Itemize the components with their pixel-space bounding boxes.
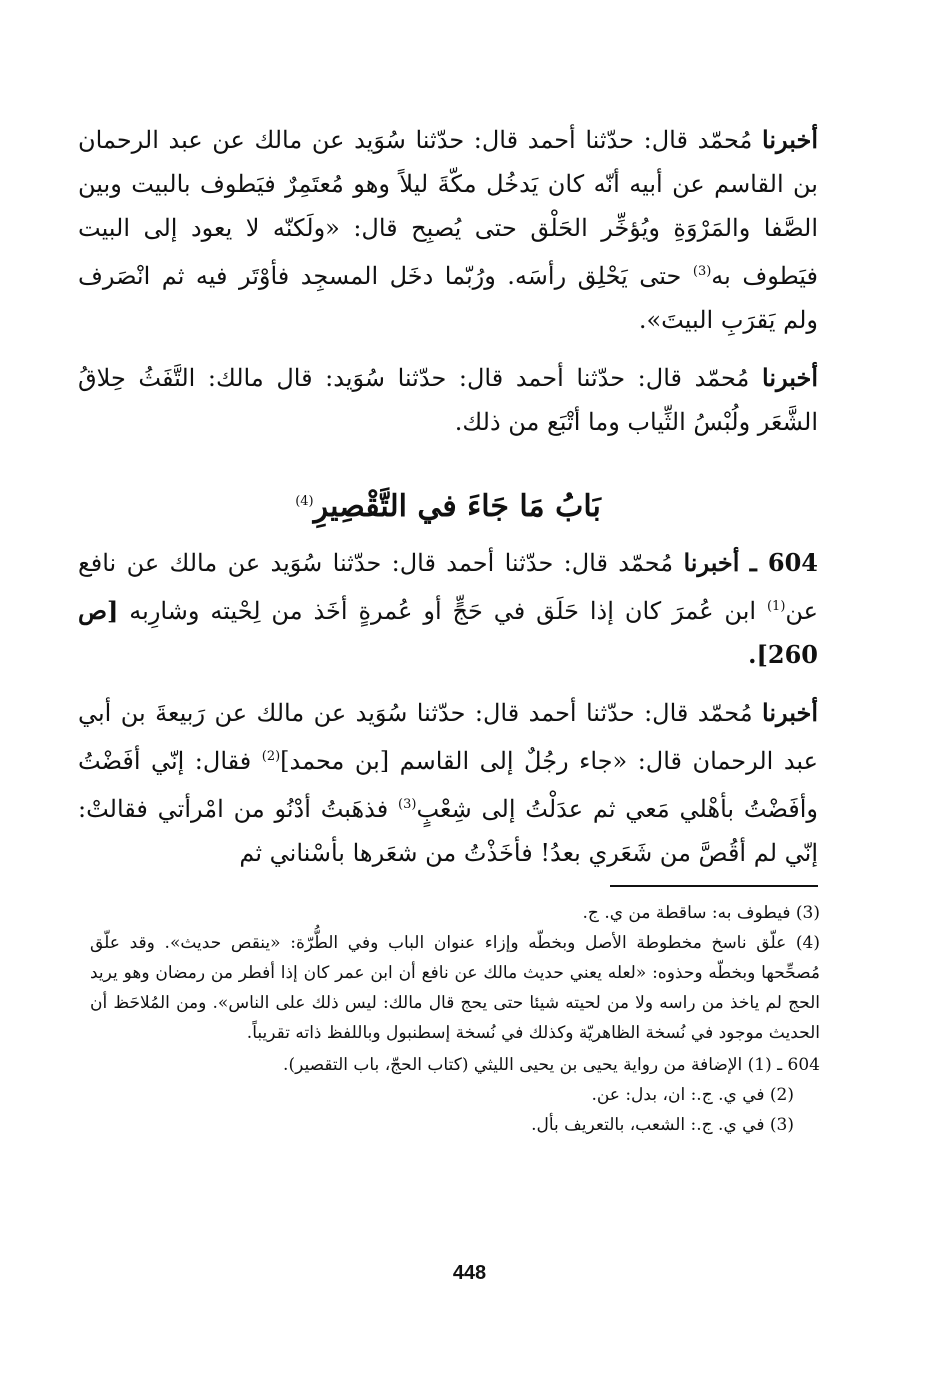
paragraph-lead: أخبرنا [762, 698, 818, 727]
footnote-key: (4) [795, 933, 820, 953]
paragraph-text: مُحمّد قال: حدّثنا أحمد قال: حدّثنا سُوَيد عن مالك عن رَبيعةَ بن أبي عبد الرحمان قال: «جاء رجُلٌ إلى القاسم [بن محمد] [78, 699, 818, 775]
footnote-item [90, 1110, 820, 1140]
hadith-number: 604 ـ [749, 548, 819, 577]
footnote-key: (3) [795, 903, 820, 923]
chapter-heading [78, 478, 818, 531]
footnote-key: 604 ـ (1) [747, 1055, 820, 1075]
paragraph-text: مُحمّد قال: حدّثنا أحمد قال: حدّثنا سُوَيد: قال مالك: التَّفَثُ حِلاقُ الشَّعَر ولُبْسُ الثِّياب وما أتْبَع من ذلك. [78, 364, 818, 436]
paragraph-text: مُحمّد قال: حدّثنا أحمد قال: حدّثنا سُوَيد عن مالك عن نافع عن [78, 549, 818, 625]
footnote-key: (3) [769, 1115, 794, 1135]
paragraph-text: مُحمّد قال: حدّثنا أحمد قال: حدّثنا سُوَيد عن مالك عن عبد الرحمان بن القاسم عن أبيه أنّه كان يَدخُل مكّةَ ليلاً وهو مُعتَمِرٌ فيَطوف بالبيت وبين الصَّفا والمَرْوَةِ ويُؤخِّر الحَلْق حتى يُصبِح قال: «ولَكنّه لا يعود إلى البيت فيَطوف به [78, 126, 819, 290]
paragraph-lead: أخبرنا [683, 548, 740, 577]
footnote-ref: (3) [692, 264, 712, 279]
footnote-text: في ي. ج.: ان، بدل: عن. [591, 1085, 765, 1105]
footnote-ref: (3) [398, 797, 417, 812]
footnote-item [90, 898, 820, 928]
paragraph-text-cont: فقال: إنّي أفَضْتُ وأفَضْتُ بأهْلي مَعي ثم عدَلْتُ إلى شِعْبٍ [78, 747, 819, 823]
footnote-text: في ي. ج.: الشعب، بالتعريف بأل. [531, 1115, 765, 1135]
page-number: 448 [452, 1262, 487, 1284]
page-body [78, 118, 818, 889]
paragraph-1 [78, 118, 818, 342]
paragraph-lead: أخبرنا [762, 125, 818, 154]
footnote-text: الإضافة من رواية يحيى بن يحيى الليثي (كتاب الحجّ، باب التقصير). [283, 1055, 743, 1075]
footnote-text: علّق ناسخ مخطوطة الأصل وبخطّه وإزاء عنوان الباب وفي الطُّرّة: «ينقص حديث». وقد علّق مُصحِّحها وبخطّه وحذوه: «لعله يعني حديث مالك عن نافع أن ابن عمر كان إذا أفطر من رمضان وهو يريد الحج لم ياخذ من راسه ولا من لحيته شيئا حتى يحج قال مالك: ليس ذلك على الناس». ومن المُلاحَظ أن الحديث موجود في نُسخة الظاهريّة وكذلك في نُسخة إسطنبول وباللفظ ذاته تقريباً. [90, 933, 820, 1043]
footnote-item [90, 1080, 820, 1110]
footnotes [90, 898, 820, 1140]
footnote-item [90, 928, 820, 1048]
footnote-key: (2) [769, 1085, 794, 1105]
paragraph-last [78, 691, 818, 875]
footnote-item [90, 1050, 820, 1080]
footnote-text: فيطوف به: ساقطة من ي. ج. [582, 903, 791, 923]
paragraph-lead: أخبرنا [762, 363, 818, 392]
hadith-604 [78, 541, 818, 677]
footnote-ref: (2) [261, 749, 281, 764]
footnote-ref: (1) [766, 599, 786, 614]
page-reference: [ص 260]. [78, 596, 818, 669]
footnote-ref: (4) [295, 494, 314, 509]
paragraph-text-cont: فذهَبتُ أدْنُو من امْرأتي فقالتْ: إنّي لم أقُصَّ من شَعَري بعدُ! فأخَذْتُ من شعَرها بأسْناني ثم [78, 795, 818, 867]
paragraph-text-cont: حتى يَحْلِق رأسَه. ورُبّما دخَل المسجِد فأوْتَر فيه ثم انْصَرف ولم يَقرَبِ البيتَ». [78, 262, 818, 334]
footnote-divider [610, 885, 818, 887]
paragraph-text-cont: ابن عُمرَ كان إذا حَلَق في حَجٍّ أو عُمرةٍ أخَذ من لِحْيته وشارِبه [129, 597, 767, 625]
paragraph-2 [78, 356, 818, 444]
chapter-heading-text: بَابُ مَا جَاءَ في التَّقْصِيرِ [313, 489, 601, 524]
